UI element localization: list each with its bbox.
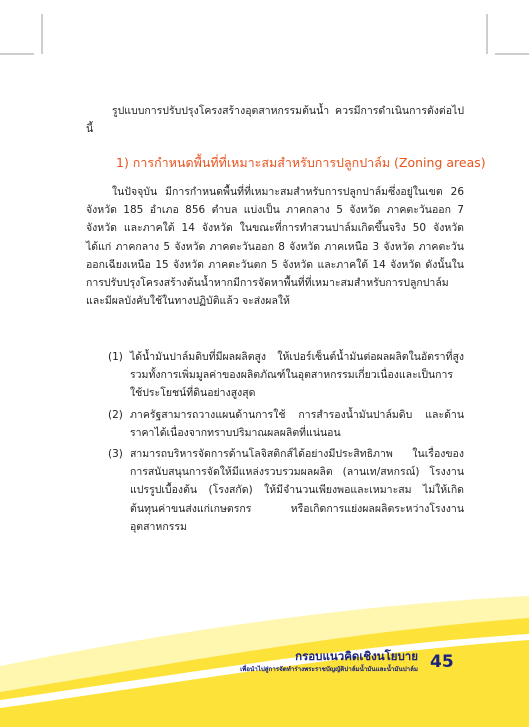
list-item	[108, 406, 464, 442]
list-marker: (3)	[108, 448, 123, 461]
list-item	[108, 348, 464, 403]
list-item-text: สามารถบริหารจัดการด้านโลจิสติกส์ได้อย่างมีประสิทธิภาพ ในเรื่องของการสนับสนุนการจัดให้มีแหล่งรวบรวมผลผลิต (ลานเท/สหกรณ์) โรงงานแปรรูปเบื้องต้น (โรงสกัด) ให้มีจำนวนเพียงพอและเหมาะสม ไม่ให้เกิดต้นทุนค่าขนส่งแก่เกษตรกร หรือเกิดการแย่งผลผลิตระหว่างโรงงานอุตสาหกรรม	[130, 448, 464, 533]
footer-subtitle: เพื่อนำไปสู่การจัดทำร่างพระราชบัญญัติปาล์มน้ำมันและน้ำมันปาล์ม	[240, 666, 418, 673]
list-marker: (1)	[108, 351, 123, 363]
list-item-text: ภาครัฐสามารถวางแผนด้านการใช้ การสำรองน้ำมันปาล์มดิบ และด้านราคาได้เนื่องจากทราบปริมาณผลผลิตที่แน่นอน	[130, 408, 464, 439]
body-paragraph: ในปัจจุบัน มีการกำหนดพื้นที่ที่เหมาะสมสำหรับการปลูกปาล์มซึ่งอยู่ในเขต 26 จังหวัด 185 อำเภอ 856 ตำบล แบ่งเป็น ภาคกลาง 5 จังหวัด ภาคตะวันออก 7 จังหวัด และภาคใต้ 14 จังหวัด ในขณะที่การทำสวนปาล์มเกิดขึ้นจริง 50 จังหวัด ได้แก่ ภาคกลาง 5 จังหวัด ภาคตะวันออก 8 จังหวัด ภาคเหนือ 3 จังหวัด ภาคตะวันออกเฉียงเหนือ 15 จังหวัด ภาคตะวันตก 5 จังหวัด และภาคใต้ 14 จังหวัด ดังนั้นในการปรับปรุงโครงสร้างต้นน้ำหากมีการจัดหาพื้นที่ที่เหมาะสมสำหรับการปลูกปาล์มและมีผลบังคับใช้ในทางปฏิบัติแล้ว จะส่งผลให้	[86, 186, 464, 308]
page-number: 45	[430, 652, 454, 672]
footer-title: กรอบแนวคิดเชิงนโยบาย	[295, 649, 418, 663]
list-item-text: ได้น้ำมันปาล์มดิบที่มีผลผลิตสูง ให้เปอร์เซ็นต์น้ำมันต่อผลผลิตในอัตราที่สูง รวมทั้งการเพิ่มมูลค่าของผลิตภัณฑ์ในอุตสาหกรรมเกี่ยวเนื่องและเป็นการใช้ประโยชน์ที่ดินอย่างสูงสุด	[130, 351, 464, 400]
benefit-list	[108, 348, 464, 539]
section-heading: 1) การกำหนดพื้นที่ที่เหมาะสมสำหรับการปลูกปาล์ม (Zoning areas)	[116, 155, 486, 170]
list-item	[108, 445, 464, 536]
intro-paragraph: รูปแบบการปรับปรุงโครงสร้างอุตสาหกรรมต้นน้ำ ควรมีการดำเนินการดังต่อไปนี้	[86, 105, 464, 135]
list-marker: (2)	[108, 408, 123, 421]
